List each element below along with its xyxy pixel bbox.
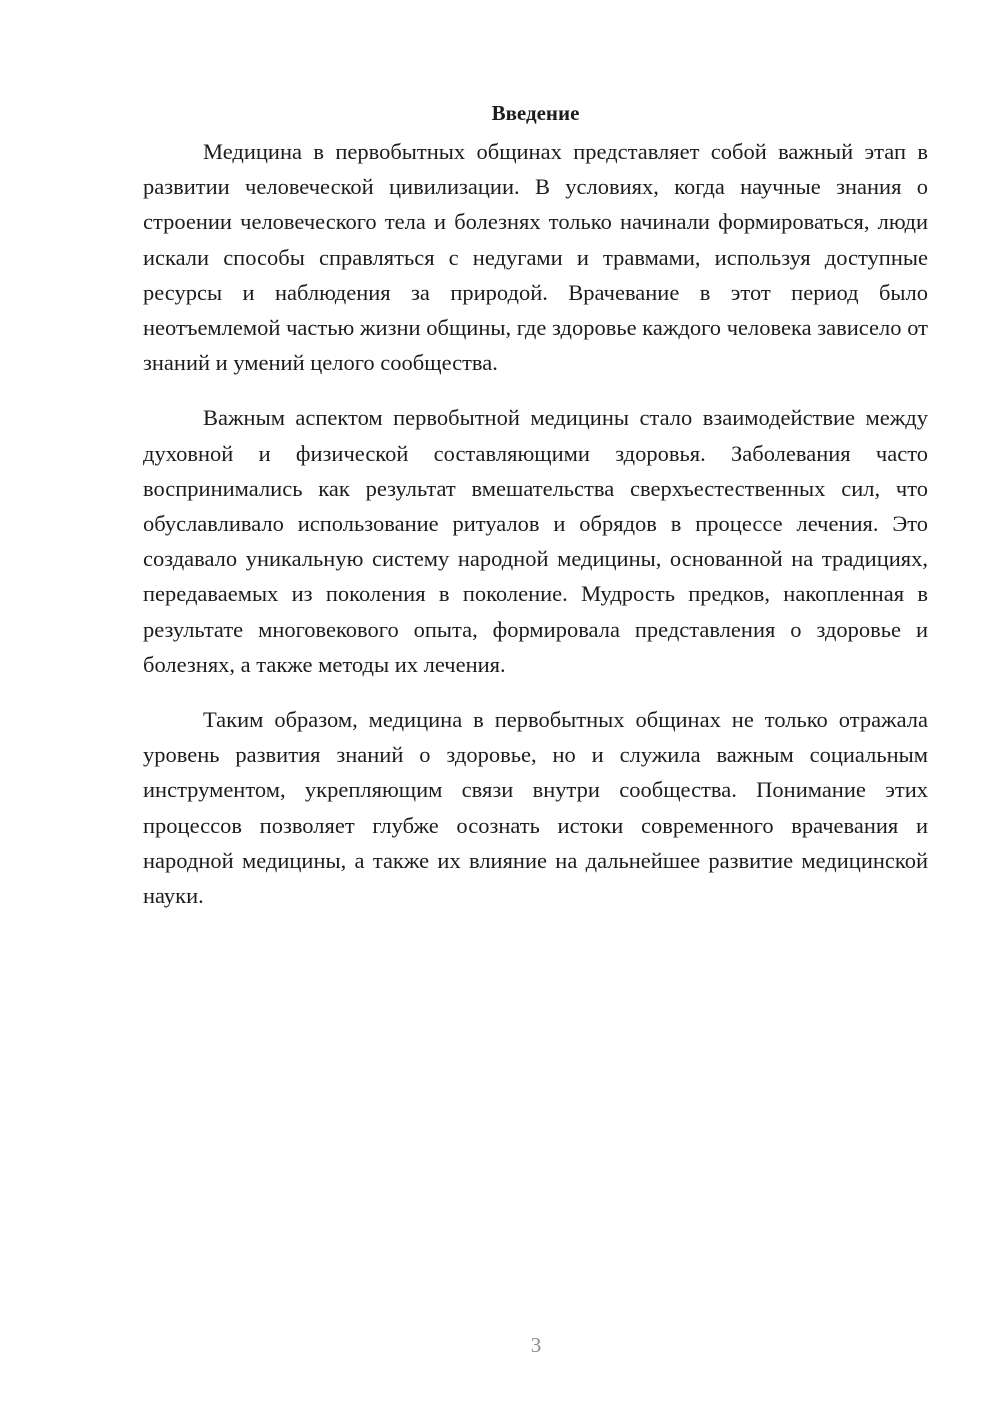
section-title: Введение: [491, 101, 580, 125]
page-number: 3: [530, 1333, 542, 1357]
paragraph-3: Таким образом, медицина в первобытных общинах не только отражала уровень развития знаний о здоровье, но и служила важным социальным инструментом, укрепляющим связи внутри сообщества. Понимание этих процессов позволяет глубже осознать истоки современного врачевания и народной медицины, а также их влияние на дальнейшее развитие медицинской науки.: [143, 707, 928, 909]
paragraph-1: Медицина в первобытных общинах представляет собой важный этап в развитии человеческой цивилизации. В условиях, когда научные знания о строении человеческого тела и болезнях только начинали формироваться, люди искали способы справляться с недугами и травмами, используя доступные ресурсы и наблюдения за природой. Врачевание в этот период было неотъемлемой частью жизни общины, где здоровье каждого человека зависело от знаний и умений целого сообщества.: [143, 139, 928, 376]
paragraph-2: Важным аспектом первобытной медицины стало взаимодействие между духовной и физической составляющими здоровья. Заболевания часто воспринимались как результат вмешательства сверхъестественных сил, что обуславливало использование ритуалов и обрядов в процессе лечения. Это создавало уникальную систему народной медицины, основанной на традициях, передаваемых из поколения в поколение. Мудрость предков, накопленная в результате многовекового опыта, формировала представления о здоровье и болезнях, а также методы их лечения.: [143, 405, 928, 677]
document-body: [143, 98, 928, 933]
